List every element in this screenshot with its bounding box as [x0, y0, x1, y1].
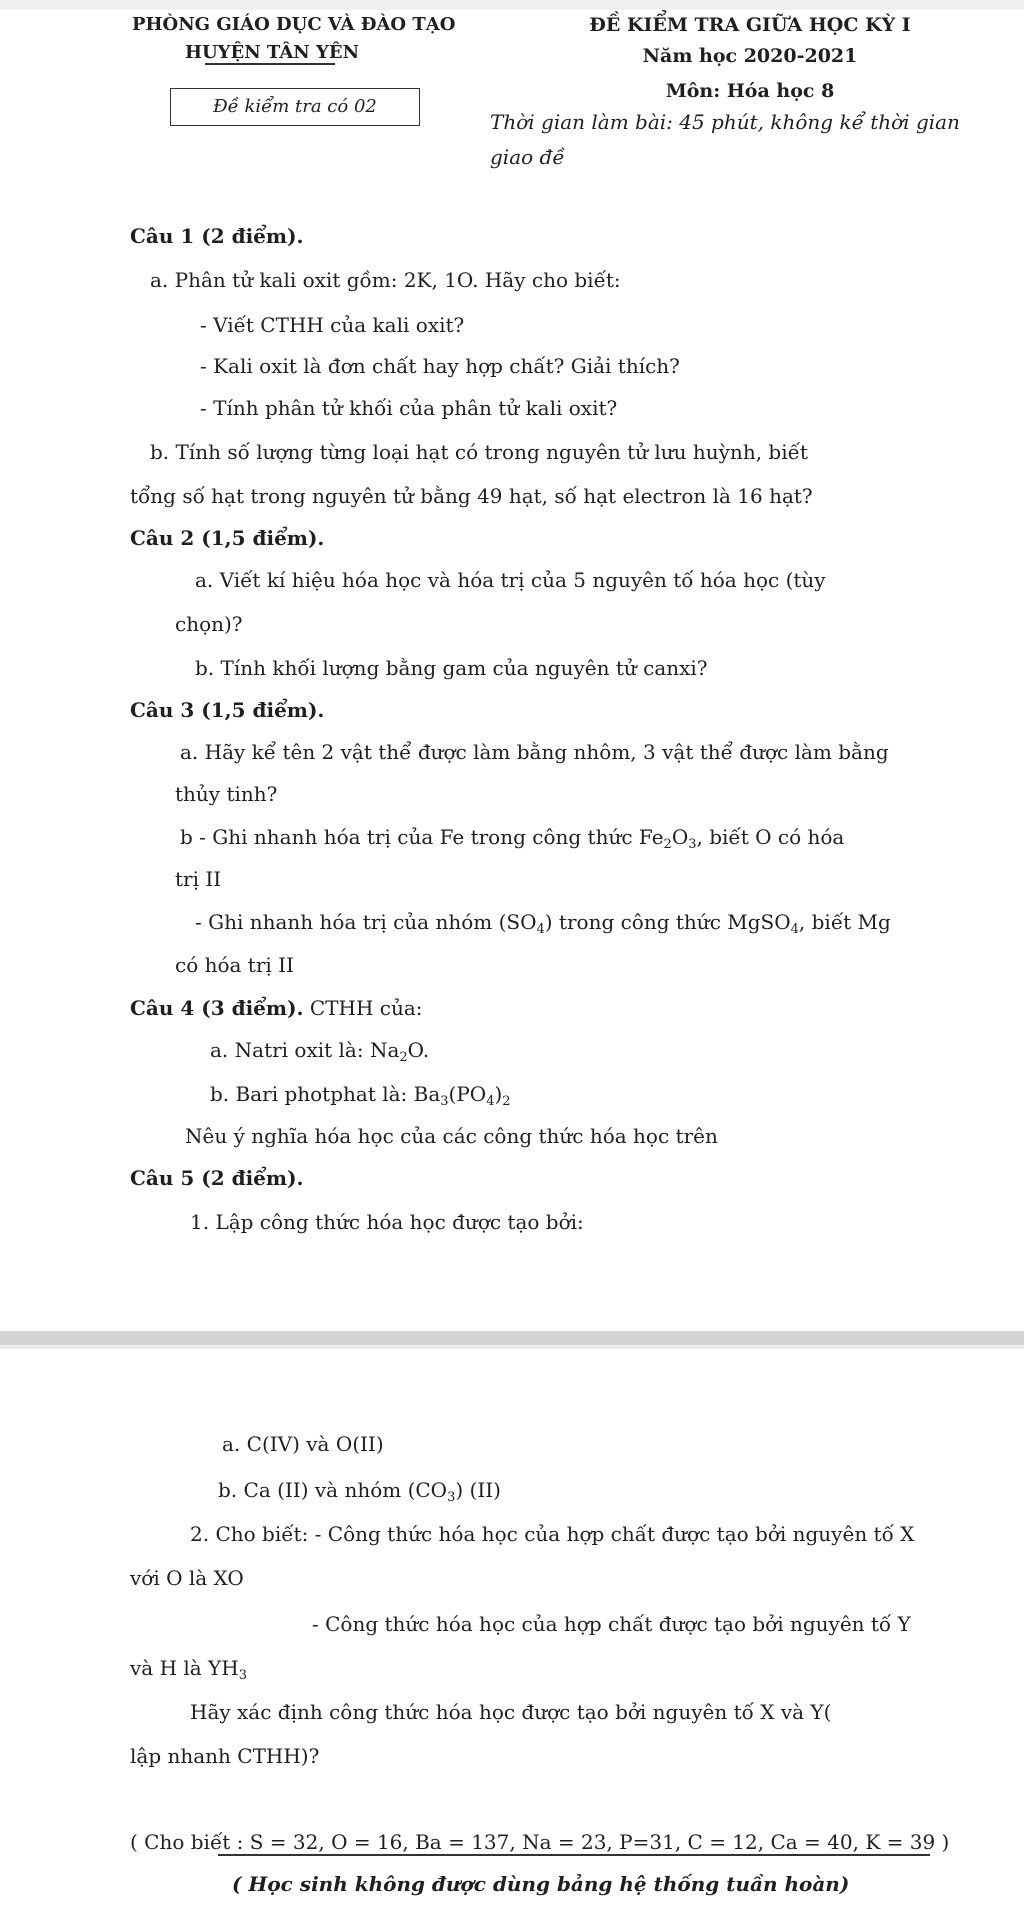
q5-p2b: với O là XO: [130, 1566, 244, 1590]
page-count-box: [170, 88, 420, 126]
q1-a3: - Tính phân tử khối của phân tử kali oxit?: [200, 396, 618, 420]
q1-b1: b. Tính số lượng từng loại hạt có trong nguyên tử lưu huỳnh, biết: [150, 440, 808, 464]
exam-title: ĐỀ KIỂM TRA GIỮA HỌC KỲ I: [589, 14, 911, 36]
time-limit-line1: Thời gian làm bài: 45 phút, không kể thời gian: [490, 110, 960, 134]
q1-a2: - Kali oxit là đơn chất hay hợp chất? Giải thích?: [200, 354, 680, 378]
q5-p2f: lập nhanh CTHH)?: [130, 1744, 320, 1768]
q5-p2d: và H là $YH_3$: [130, 1656, 247, 1683]
q4-b: b. Bari photphat là: $Ba_3(PO_4)_2$: [210, 1082, 511, 1109]
q4-title: Câu 4 (3 điểm). CTHH của:: [130, 996, 423, 1020]
page-break-bar: [0, 1331, 1024, 1345]
q1-b2: tổng số hạt trong nguyên tử bằng 49 hạt, số hạt electron là 16 hạt?: [130, 484, 813, 508]
q3-title: Câu 3 (1,5 điểm).: [130, 698, 325, 722]
q3-c1: - Ghi nhanh hóa trị của nhóm $(SO_4)$ trong công thức MgSO$_4$, biết Mg: [195, 910, 891, 937]
q5-p2a: 2. Cho biết: - Công thức hóa học của hợp chất được tạo bởi nguyên tố X: [190, 1522, 915, 1546]
subject: Môn: Hóa học 8: [665, 80, 835, 102]
q1-title: Câu 1 (2 điểm).: [130, 224, 304, 248]
header-underline: [205, 63, 335, 65]
q1-a1: - Viết CTHH của kali oxit?: [200, 313, 465, 337]
time-limit-line2: giao đề: [490, 145, 565, 169]
page-count-label: Đề kiểm tra có 02: [213, 96, 377, 117]
q2-a2: chọn)?: [175, 612, 243, 636]
q5-p2e: Hãy xác định công thức hóa học được tạo bởi nguyên tố X và Y(: [190, 1700, 832, 1724]
q5-p1: 1. Lập công thức hóa học được tạo bởi:: [190, 1210, 584, 1234]
q5-b: b. Ca (II) và nhóm $(CO_3)$ (II): [218, 1478, 501, 1505]
atomic-masses: ( Cho biết : S = 32, O = 16, Ba = 137, Na = 23, P=31, C = 12, Ca = 40, K = 39 ): [130, 1830, 950, 1854]
q3-a2: thủy tinh?: [175, 782, 278, 806]
q2-title: Câu 2 (1,5 điểm).: [130, 526, 325, 550]
q3-b2: trị II: [175, 867, 222, 891]
q4-a: a. Natri oxit là: $Na_2O$.: [210, 1038, 430, 1065]
school-year: Năm học 2020-2021: [642, 45, 858, 67]
district-name: HUYỆN TÂN YÊN: [184, 42, 360, 63]
dept-name: PHÒNG GIÁO DỤC VÀ ĐÀO TẠO: [132, 14, 456, 35]
q4-c: Nêu ý nghĩa hóa học của các công thức hóa học trên: [185, 1124, 718, 1148]
q2-a1: a. Viết kí hiệu hóa học và hóa trị của 5 nguyên tố hóa học (tùy: [195, 568, 826, 592]
masses-underline: [218, 1854, 930, 1856]
q3-a1: a. Hãy kể tên 2 vật thể được làm bằng nhôm, 3 vật thể được làm bằng: [180, 740, 889, 764]
top-strip: [0, 0, 1024, 10]
q3-c2: có hóa trị II: [175, 953, 294, 977]
q5-a: a. C(IV) và O(II): [222, 1432, 384, 1456]
q2-b: b. Tính khối lượng bằng gam của nguyên tử canxi?: [195, 656, 708, 680]
q5-title: Câu 5 (2 điểm).: [130, 1166, 304, 1190]
q3-b1: b - Ghi nhanh hóa trị của Fe trong công thức $Fe_2O_3$, biết O có hóa: [180, 825, 845, 852]
periodic-table-note: ( Học sinh không được dùng bảng hệ thống tuần hoàn): [232, 1872, 850, 1896]
q1-a: a. Phân tử kali oxit gồm: 2K, 1O. Hãy cho biết:: [150, 268, 621, 292]
q5-p2c: - Công thức hóa học của hợp chất được tạo bởi nguyên tố Y: [312, 1612, 911, 1636]
page-break-shade: [0, 1345, 1024, 1349]
